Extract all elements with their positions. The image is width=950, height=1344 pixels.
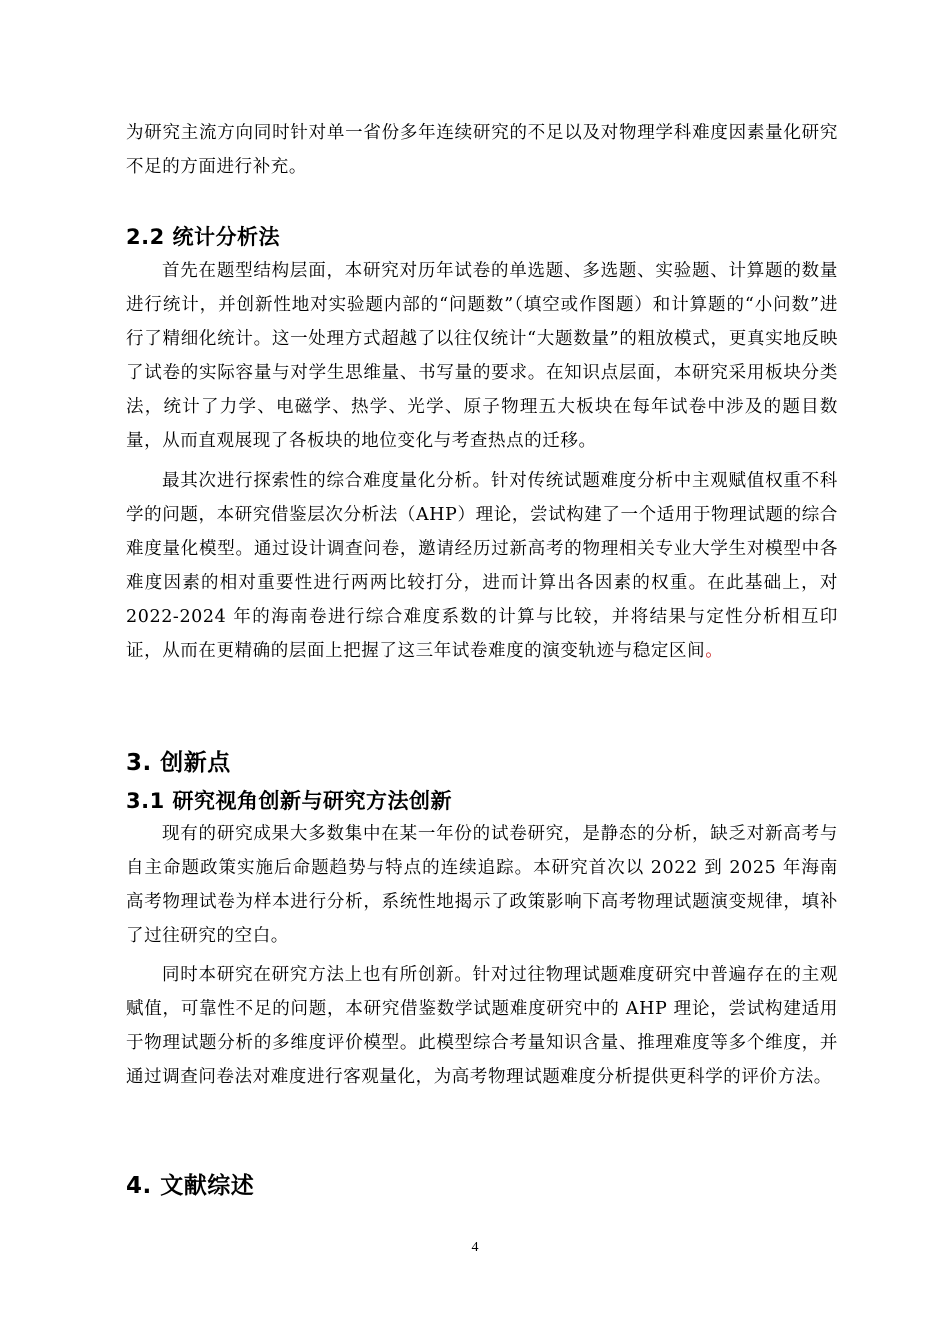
page-number: 4 [471,1240,479,1255]
paragraph-statistics-1: 首先在题型结构层面，本研究对历年试卷的单选题、多选题、实验题、计算题的数量进行统计，并创新性地对实验题内部的“问题数”（填空或作图题）和计算题的“小问数”进行了精细化统计。这一处理方式超越了以往仅统计“大题数量”的粗放模式，更真实地反映了试卷的实际容量与对学生思维量、书写量的要求。在知识点层面，本研究采用板块分类法，统计了力学、电磁学、热学、光学、原子物理五大板块在每年试卷中涉及的题目数量，从而直观展现了各板块的地位变化与考查热点的迁移。 [126,261,838,451]
paragraph-innovation-2: 同时本研究在研究方法上也有所创新。针对过往物理试题难度研究中普遍存在的主观赋值，可靠性不足的问题，本研究借鉴数学试题难度研究中的 AHP 理论，尝试构建适用于物理试题分析的多维度评价模型。此模型综合考量知识含量、推理难度等多个维度，并通过调查问卷法对难度进行客观量化，为高考物理试题难度分析提供更科学的评价方法。 [126,965,838,1087]
heading-2-2: 2.2 统计分析法 [126,225,281,249]
heading-3: 3. 创新点 [126,750,231,776]
heading-4: 4. 文献综述 [126,1173,255,1199]
heading-3-1: 3.1 研究视角创新与研究方法创新 [126,789,453,813]
paragraph-statistics-2-end: 。 [705,641,724,661]
paragraph-innovation-1: 现有的研究成果大多数集中在某一年份的试卷研究，是静态的分析，缺乏对新高考与自主命题政策实施后命题趋势与特点的连续追踪。本研究首次以 2022 到 2025 年海南高考物理试卷为样本进行分析，系统性地揭示了政策影响下高考物理试题演变规律，填补了过往研究的空白。 [126,824,838,946]
paragraph-statistics-2 [126,464,838,668]
paragraph-statistics-2-text: 最其次进行探索性的综合难度量化分析。针对传统试题难度分析中主观赋值权重不科学的问题，本研究借鉴层次分析法（AHP）理论，尝试构建了一个适用于物理试题的综合难度量化模型。通过设计调查问卷，邀请经历过新高考的物理相关专业大学生对模型中各难度因素的相对重要性进行两两比较打分，进而计算出各因素的权重。在此基础上，对 2022-2024 年的海南卷进行综合难度系数的计算与比较，并将结果与定性分析相互印证，从而在更精确的层面上把握了这三年试卷难度的演变轨迹与稳定区间 [126,471,838,661]
paragraph-intro-tail: 为研究主流方向同时针对单一省份多年连续研究的不足以及对物理学科难度因素量化研究不足的方面进行补充。 [126,123,838,177]
